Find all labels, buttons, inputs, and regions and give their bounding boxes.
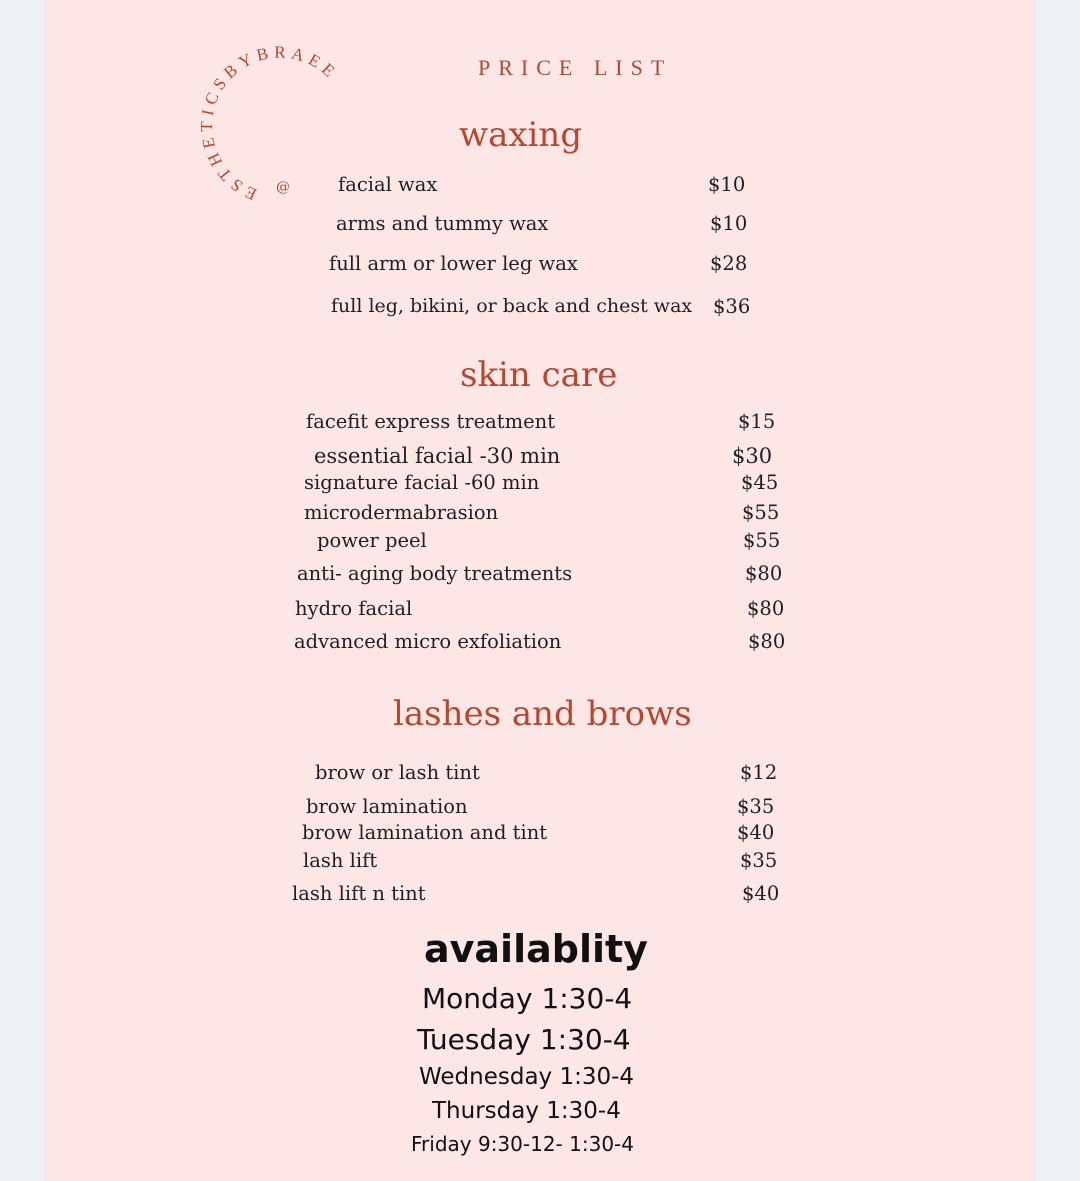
availability-day: Friday 9:30-12- 1:30-4 <box>411 1132 634 1156</box>
availability-day: Monday 1:30-4 <box>422 982 633 1015</box>
list-item: hydro facial <box>295 597 413 620</box>
list-item: brow or lash tint <box>315 761 480 784</box>
item-price: $10 <box>710 212 748 235</box>
item-price: $28 <box>710 252 748 275</box>
list-item: full leg, bikini, or back and chest wax <box>331 295 693 317</box>
list-item: essential facial -30 min <box>314 444 561 468</box>
item-price: $10 <box>708 173 746 196</box>
list-item: anti- aging body treatments <box>297 562 573 585</box>
item-price: $12 <box>740 761 778 784</box>
svg-text:ESTHETICSBYBRAEE <box>197 42 342 203</box>
list-item: lash lift n tint <box>292 882 426 905</box>
item-price: $36 <box>713 295 751 318</box>
list-item: power peel <box>317 529 427 552</box>
section-title-lashes-and-brows: lashes and brows <box>393 694 692 734</box>
item-price: $40 <box>742 882 780 905</box>
item-price: $40 <box>737 821 775 844</box>
item-price: $80 <box>748 630 786 653</box>
availability-day: Tuesday 1:30-4 <box>417 1023 631 1056</box>
list-item: full arm or lower leg wax <box>329 252 578 275</box>
list-item: facial wax <box>338 173 438 196</box>
list-item: microdermabrasion <box>304 501 499 524</box>
section-title-waxing: waxing <box>459 115 583 155</box>
item-price: $45 <box>741 471 779 494</box>
list-item: brow lamination and tint <box>302 821 548 844</box>
availability-title: availablity <box>424 927 648 971</box>
list-item: arms and tummy wax <box>336 212 549 235</box>
list-item: lash lift <box>303 849 378 872</box>
price-list-heading: PRICE LIST <box>478 55 673 80</box>
list-item: brow lamination <box>306 795 468 818</box>
item-price: $35 <box>740 849 778 872</box>
availability-day: Wednesday 1:30-4 <box>419 1064 635 1090</box>
item-price: $35 <box>737 795 775 818</box>
item-price: $80 <box>745 562 783 585</box>
list-item: advanced micro exfoliation <box>294 630 562 653</box>
item-price: $80 <box>747 597 785 620</box>
item-price: $55 <box>743 529 781 552</box>
section-title-skin-care: skin care <box>460 355 618 395</box>
item-price: $55 <box>742 501 780 524</box>
list-item: facefit express treatment <box>306 410 556 433</box>
logo-at-symbol: @ <box>276 179 290 195</box>
item-price: $30 <box>732 444 773 468</box>
availability-day: Thursday 1:30-4 <box>432 1098 621 1124</box>
list-item: signature facial -60 min <box>304 471 540 494</box>
item-price: $15 <box>738 410 776 433</box>
logo-text: ESTHETICSBYBRAEE <box>196 42 343 204</box>
